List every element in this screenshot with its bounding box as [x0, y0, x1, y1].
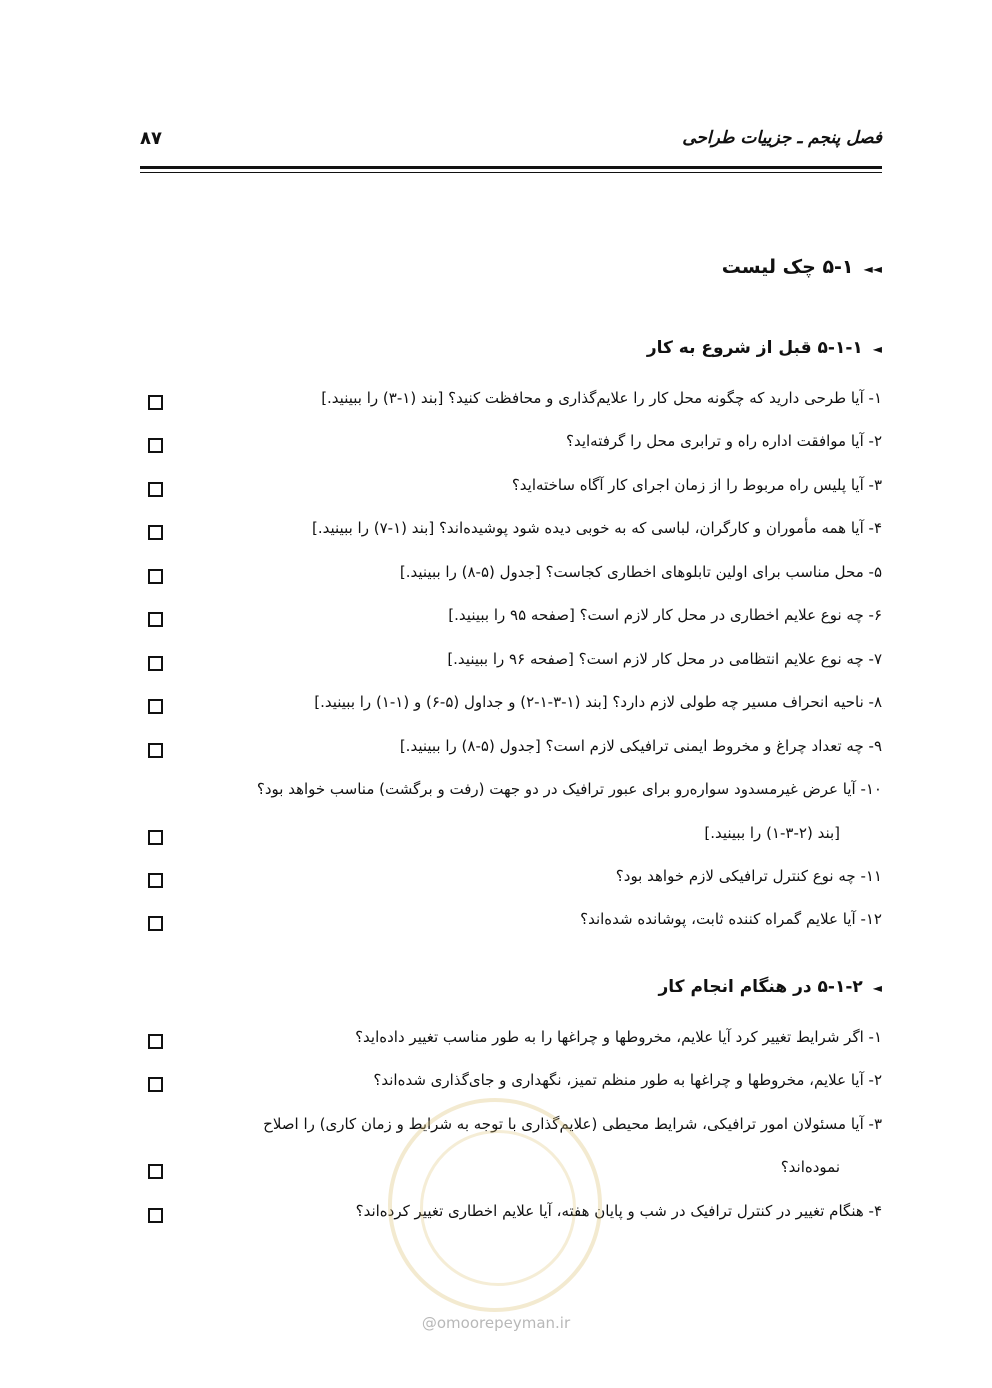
- checkbox[interactable]: [148, 525, 163, 540]
- double-arrow-icon: ◄◄: [863, 262, 882, 276]
- checklist-item-text: ۱- اگر شرایط تغییر کرد آیا علایم، مخروطها و چراغها را به طور مناسب تغییر داده‌اید؟: [355, 1028, 882, 1046]
- checkbox[interactable]: [148, 1208, 163, 1223]
- subsection-heading-2: [659, 977, 883, 997]
- checklist-item-text: ۹- چه تعداد چراغ و مخروط ایمنی ترافیکی لازم است؟ [جدول (۵-۸) را ببینید.]: [399, 737, 882, 755]
- checklist-item-text: ۲- آیا موافقت اداره راه و ترابری محل را گرفته‌اید؟: [565, 432, 882, 450]
- checklist-item: [140, 602, 882, 632]
- watermark-text: @omoorepeyman.ir: [421, 1314, 571, 1332]
- checklist-item-text: ۳- آیا پلیس راه مربوط را از زمان اجرای کار آگاه ساخته‌اید؟: [511, 476, 882, 494]
- checklist-item: [140, 906, 882, 936]
- checklist-item: [140, 1067, 882, 1097]
- checklist-item-text: ۴- آیا همه مأموران و کارگران، لباسی که به خوبی دیده شود پوشیده‌اند؟ [بند (۱-۷) را ببینید.]: [312, 519, 882, 537]
- checklist-item-continuation: [140, 820, 882, 850]
- checklist-item: [140, 689, 882, 719]
- checkbox[interactable]: [148, 438, 163, 453]
- checklist-item: [140, 472, 882, 502]
- subsection-heading-1: [647, 338, 882, 358]
- checklist-item: [140, 733, 882, 763]
- checkbox[interactable]: [148, 395, 163, 410]
- checklist-item-text: ۵- محل مناسب برای اولین تابلوهای اخطاری کجاست؟ [جدول (۵-۸) را ببینید.]: [399, 563, 882, 581]
- checklist-item-text: ۱۰- آیا عرض غیرمسدود سواره‌رو برای عبور ترافیک در دو جهت (رفت و برگشت) مناسب خواهد بود؟: [256, 780, 882, 798]
- watermark-inner-ring: [420, 1130, 576, 1286]
- checklist-item: [140, 1024, 882, 1054]
- checklist-item-text: ۳- آیا مسئولان امور ترافیکی، شرایط محیطی (علایم‌گذاری با توجه به شرایط و زمان کاری) را اصلاح: [263, 1115, 882, 1133]
- checkbox[interactable]: [148, 873, 163, 888]
- page-header: [140, 128, 882, 158]
- checkbox[interactable]: [148, 612, 163, 627]
- checklist-item-text: نموده‌اند؟: [780, 1158, 840, 1176]
- section-heading: [722, 256, 882, 278]
- checkbox[interactable]: [148, 743, 163, 758]
- checklist-item-text: ۸- ناحیه انحراف مسیر چه طولی لازم دارد؟ [بند (۱-۳-۱-۲) و جداول (۵-۶) و (۱-۱) را ببینید.]: [314, 693, 882, 711]
- checkbox[interactable]: [148, 1034, 163, 1049]
- section-title: ۵-۱ چک لیست: [721, 256, 854, 278]
- watermark-logo: [388, 1098, 602, 1312]
- subsection-title-1: ۵-۱-۱ قبل از شروع به کار: [646, 338, 863, 358]
- checkbox[interactable]: [148, 1077, 163, 1092]
- page-number: ۸۷: [140, 128, 162, 149]
- header-rule-thick: [140, 166, 882, 169]
- checklist-item-text: [بند (۲-۳-۱) را ببینید.]: [704, 824, 840, 842]
- checklist-item-text: ۱۲- آیا علایم گمراه کننده ثابت، پوشانده شده‌اند؟: [580, 910, 882, 928]
- checkbox[interactable]: [148, 916, 163, 931]
- header-rule-thin: [140, 172, 882, 173]
- subsection-title-2: ۵-۱-۲ در هنگام انجام کار: [658, 977, 863, 997]
- checklist-item: [140, 385, 882, 415]
- checklist-item-text: ۷- چه نوع علایم انتظامی در محل کار لازم است؟ [صفحه ۹۶ را ببینید.]: [447, 650, 882, 668]
- checklist-item: [140, 559, 882, 589]
- checkbox[interactable]: [148, 830, 163, 845]
- checkbox[interactable]: [148, 656, 163, 671]
- checklist-item-text: ۶- چه نوع علایم اخطاری در محل کار لازم است؟ [صفحه ۹۵ را ببینید.]: [448, 606, 882, 624]
- arrow-icon: ◄: [872, 342, 882, 356]
- checklist-item-text: ۱۱- چه نوع کنترل ترافیکی لازم خواهد بود؟: [615, 867, 882, 885]
- checklist-item: [140, 428, 882, 458]
- checklist-item: [140, 863, 882, 893]
- checkbox[interactable]: [148, 699, 163, 714]
- chapter-title: فصل پنجم ـ جزییات طراحی: [682, 128, 882, 148]
- checkbox[interactable]: [148, 1164, 163, 1179]
- checklist-item-text: ۱- آیا طرحی دارید که چگونه محل کار را علایم‌گذاری و محافظت کنید؟ [بند (۱-۳) را ببینید.]: [321, 389, 882, 407]
- checklist-item-text: ۲- آیا علایم، مخروطها و چراغها به طور منظم تمیز، نگهداری و جای‌گذاری شده‌اند؟: [373, 1071, 882, 1089]
- checklist-item-text: ۴- هنگام تغییر در کنترل ترافیک در شب و پایان هفته، آیا علایم اخطاری تغییر کرده‌اند؟: [355, 1202, 882, 1220]
- checklist-item: [140, 646, 882, 676]
- arrow-icon: ◄: [872, 981, 882, 995]
- checklist-item: [140, 776, 882, 806]
- checkbox[interactable]: [148, 482, 163, 497]
- checklist-item: [140, 515, 882, 545]
- checkbox[interactable]: [148, 569, 163, 584]
